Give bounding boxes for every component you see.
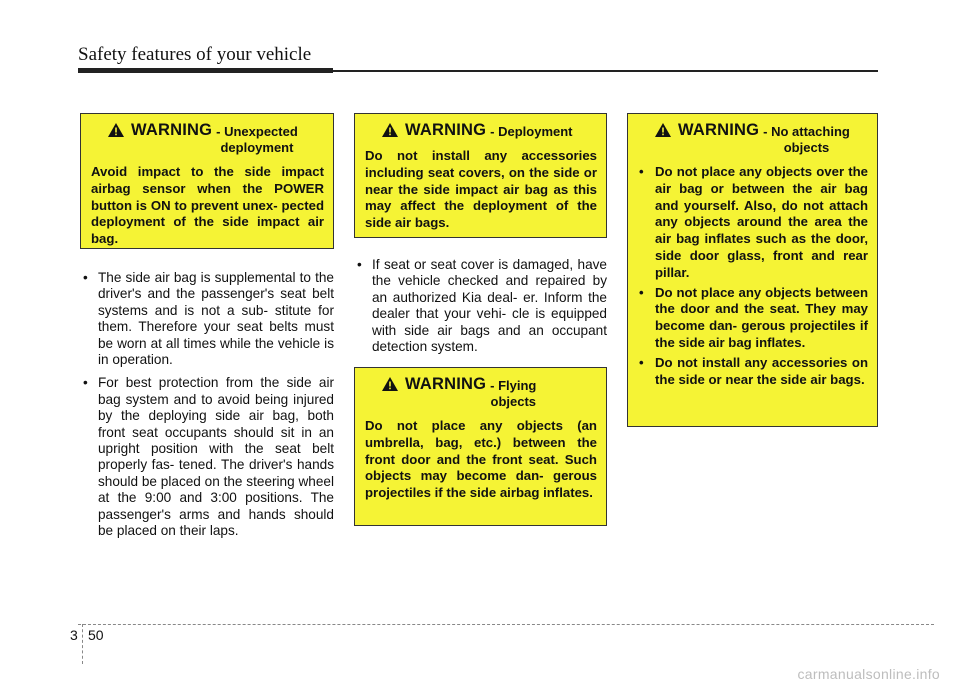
body-list-middle xyxy=(354,257,607,362)
chapter-number: 3 xyxy=(70,627,78,643)
warning-body: Avoid impact to the side impact airbag sensor when the POWER button is ON to prevent unex- pected deployment of the side impact air bag. xyxy=(91,164,324,247)
warning-subtitle-line1: - Deployment xyxy=(490,124,573,139)
warning-subtitle-line1: - Unexpected xyxy=(216,124,298,139)
warning-box-deployment xyxy=(354,113,607,238)
warning-list xyxy=(638,164,868,388)
warning-list-item: • Do not place any objects between the door and the seat. They may become dan- gerous projectiles if the side air bag inflates. xyxy=(638,285,868,352)
body-bullet: • The side air bag is supplemental to the driver's and the passenger's seat belt systems and is not a sub- stitute for them. Therefore your seat belts must be worn at all times while the vehicle is in operation. xyxy=(80,270,334,368)
warning-heading xyxy=(91,122,324,156)
body-bullet: • If seat or seat cover is damaged, have the vehicle checked and repaired by an authorized Kia deal- er. Inform the dealer that your vehi- cle is equipped with side air bags and an occupant detection system. xyxy=(354,257,607,355)
warning-heading xyxy=(365,376,597,410)
warning-body: Do not install any accessories including seat covers, on the side or near the side impact air bag as this may affect the deployment of the side air bags. xyxy=(365,148,597,231)
warning-box-no-attaching-objects xyxy=(627,113,878,427)
warning-subtitle-line2: deployment xyxy=(220,140,294,155)
warning-body: Do not place any objects (an umbrella, bag, etc.) between the front door and the front seat. Such objects may become dan- gerous projectiles if the side airbag inflates. xyxy=(365,418,597,501)
warning-box-unexpected-deployment xyxy=(80,113,334,249)
warning-list-item: • Do not place any objects over the air bag or between the air bag and yourself. Also, do not attach any objects around the area the air bag inflates such as the door, side door glass, front and rear pillar. xyxy=(638,164,868,282)
warning-list-item: • Do not install any accessories on the side or near the side air bags. xyxy=(638,355,868,389)
warning-word: WARNING xyxy=(131,121,213,139)
warning-triangle-icon xyxy=(381,122,399,138)
warning-subtitle-line2: objects xyxy=(783,140,830,155)
header-rule xyxy=(78,70,878,72)
page-number: 50 xyxy=(88,627,104,643)
warning-triangle-icon xyxy=(107,122,125,138)
warning-heading xyxy=(638,122,868,156)
warning-subtitle-line1: - Flying xyxy=(490,378,537,393)
warning-subtitle-line1: - No attaching xyxy=(763,124,850,139)
footer-rule xyxy=(78,624,934,625)
warning-word: WARNING xyxy=(678,121,760,139)
body-list-left xyxy=(80,270,334,547)
footer-divider xyxy=(82,624,83,664)
warning-subtitle-line2: objects xyxy=(490,394,537,409)
warning-box-flying-objects xyxy=(354,367,607,526)
warning-word: WARNING xyxy=(405,121,487,139)
warning-triangle-icon xyxy=(654,122,672,138)
warning-word: WARNING xyxy=(405,375,487,393)
warning-triangle-icon xyxy=(381,376,399,392)
body-bullet: • For best protection from the side air bag system and to avoid being injured by the deploying side air bag, both front seat occupants should sit in an upright position with the seat belt properly fas- tened. The driver's hands should be placed on the steering wheel at the 9:00 and 3:00 positions. The passenger's arms and hands should be placed on their laps. xyxy=(80,375,334,539)
page-header-title: Safety features of your vehicle xyxy=(78,44,312,65)
watermark: carmanualsonline.info xyxy=(797,666,940,682)
warning-heading xyxy=(365,122,597,140)
